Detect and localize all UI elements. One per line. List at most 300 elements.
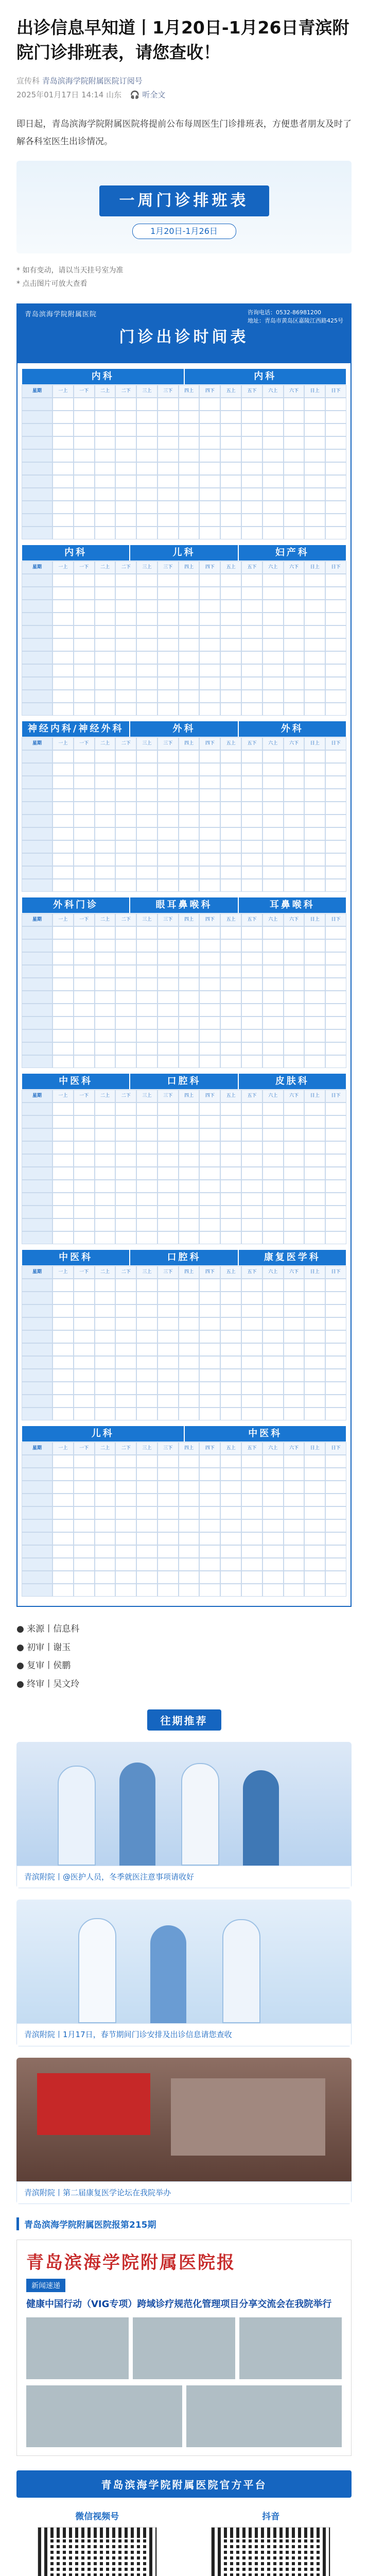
schedule-cell	[284, 1330, 305, 1343]
schedule-cell	[220, 1016, 241, 1029]
schedule-cell	[284, 1343, 305, 1356]
schedule-cell	[157, 411, 179, 423]
account-link[interactable]: 青岛滨海学院附属医院订阅号	[42, 76, 143, 86]
schedule-cell	[136, 1206, 157, 1218]
schedule-cell	[52, 1304, 74, 1317]
day-header: 三下	[157, 737, 179, 750]
schedule-cell	[115, 789, 136, 802]
schedule-cell	[262, 574, 284, 587]
schedule-cell	[284, 600, 305, 613]
day-header: 四下	[199, 1442, 220, 1455]
schedule-cell	[284, 423, 305, 436]
schedule-cell	[241, 1004, 262, 1016]
day-header: 三上	[136, 913, 157, 926]
schedule-cell	[220, 488, 241, 501]
day-header: 六上	[262, 385, 284, 398]
schedule-cell	[115, 1304, 136, 1317]
schedule-cell	[325, 1218, 346, 1231]
doctor-row-label	[22, 1494, 52, 1506]
schedule-cell	[199, 1218, 220, 1231]
schedule-cell	[241, 1317, 262, 1330]
schedule-cell	[284, 1382, 305, 1395]
schedule-cell	[325, 1128, 346, 1141]
schedule-cell	[52, 866, 74, 879]
hero-banner	[16, 161, 352, 253]
schedule-cell	[52, 1004, 74, 1016]
schedule-cell	[136, 1382, 157, 1395]
schedule-cell	[157, 1408, 179, 1420]
schedule-cell	[304, 1304, 325, 1317]
schedule-cell	[199, 866, 220, 879]
schedule-image[interactable]	[16, 303, 352, 1607]
schedule-cell	[115, 1545, 136, 1558]
schedule-cell	[95, 939, 116, 952]
schedule-cell	[304, 939, 325, 952]
schedule-cell	[136, 514, 157, 527]
schedule-cell	[325, 514, 346, 527]
schedule-cell	[241, 625, 262, 638]
schedule-cell	[304, 638, 325, 651]
schedule-cell	[284, 1029, 305, 1042]
schedule-cell	[304, 802, 325, 815]
schedule-cell	[115, 978, 136, 991]
day-header: 二上	[95, 561, 116, 574]
schedule-cell	[284, 501, 305, 514]
schedule-cell	[74, 1369, 95, 1382]
schedule-cell	[199, 411, 220, 423]
schedule-cell	[304, 1506, 325, 1519]
schedule-cell	[74, 1167, 95, 1180]
schedule-cell	[241, 1356, 262, 1369]
schedule-cell	[304, 1115, 325, 1128]
wechat-qr-code[interactable]	[38, 2527, 157, 2576]
schedule-cell	[52, 501, 74, 514]
schedule-cell	[284, 436, 305, 449]
day-header: 一下	[74, 1266, 95, 1279]
schedule-cell	[115, 1154, 136, 1167]
schedule-cell	[262, 1292, 284, 1304]
schedule-cell	[179, 1004, 200, 1016]
schedule-cell	[199, 677, 220, 690]
schedule-cell	[95, 1369, 116, 1382]
schedule-cell	[262, 866, 284, 879]
schedule-cell	[136, 1218, 157, 1231]
schedule-cell	[136, 1481, 157, 1494]
photo	[186, 2385, 342, 2447]
schedule-cell	[115, 1343, 136, 1356]
schedule-cell	[74, 703, 95, 716]
schedule-cell	[74, 411, 95, 423]
schedule-cell	[220, 613, 241, 625]
schedule-cell	[284, 1519, 305, 1532]
schedule-cell	[199, 750, 220, 763]
schedule-cell	[241, 1369, 262, 1382]
schedule-cell	[325, 527, 346, 539]
schedule-cell	[115, 926, 136, 939]
schedule-cell	[220, 939, 241, 952]
day-header: 一下	[74, 1442, 95, 1455]
schedule-cell	[95, 1408, 116, 1420]
schedule-cell	[220, 587, 241, 600]
schedule-cell	[115, 1167, 136, 1180]
schedule-cell	[95, 1584, 116, 1597]
schedule-cell	[241, 879, 262, 892]
schedule-cell	[220, 1180, 241, 1193]
schedule-cell	[74, 1571, 95, 1584]
schedule-cell	[52, 1167, 74, 1180]
schedule-cell	[304, 1128, 325, 1141]
listen-button[interactable]: 🎧 听全文	[130, 90, 166, 99]
day-header: 三下	[157, 561, 179, 574]
newspaper-tag: 新闻速递	[26, 2279, 65, 2292]
schedule-cell	[95, 1115, 116, 1128]
schedule-cell	[115, 423, 136, 436]
news-card[interactable]	[16, 1742, 352, 1889]
schedule-cell	[136, 1571, 157, 1584]
news-card[interactable]	[16, 1900, 352, 2046]
schedule-cell	[179, 1584, 200, 1597]
schedule-cell	[220, 789, 241, 802]
day-header: 五下	[241, 385, 262, 398]
schedule-cell	[220, 1455, 241, 1468]
doctor-row-label	[22, 952, 52, 965]
schedule-cell	[74, 1408, 95, 1420]
schedule-cell	[262, 1154, 284, 1167]
schedule-cell	[199, 763, 220, 776]
schedule-cell	[304, 1292, 325, 1304]
schedule-cell	[241, 677, 262, 690]
schedule-cell	[262, 527, 284, 539]
schedule-cell	[199, 1545, 220, 1558]
day-header: 三上	[136, 561, 157, 574]
schedule-cell	[262, 1455, 284, 1468]
dept-name: 内科	[22, 545, 130, 561]
schedule-cell	[304, 423, 325, 436]
schedule-cell	[325, 600, 346, 613]
schedule-cell	[284, 1481, 305, 1494]
schedule-cell	[262, 1167, 284, 1180]
schedule-cell	[262, 1016, 284, 1029]
schedule-cell	[95, 1468, 116, 1481]
schedule-cell	[199, 926, 220, 939]
day-header: 一上	[52, 561, 74, 574]
contact-phone: 咨询电话：0532-86981200	[248, 309, 321, 316]
schedule-cell	[284, 1004, 305, 1016]
schedule-cell	[241, 763, 262, 776]
day-header: 五下	[241, 561, 262, 574]
schedule-cell	[52, 802, 74, 815]
schedule-cell	[179, 776, 200, 789]
schedule-cell	[157, 1506, 179, 1519]
schedule-cell	[199, 827, 220, 840]
schedule-cell	[304, 574, 325, 587]
schedule-cell	[241, 827, 262, 840]
schedule-cell	[157, 815, 179, 827]
schedule-cell	[52, 1029, 74, 1042]
day-header: 五下	[241, 1090, 262, 1103]
schedule-cell	[52, 1343, 74, 1356]
dept-name: 中医科	[22, 1249, 130, 1266]
schedule-cell	[52, 1218, 74, 1231]
schedule-cell	[199, 1330, 220, 1343]
schedule-cell	[199, 1519, 220, 1532]
schedule-cell	[52, 815, 74, 827]
schedule-cell	[284, 1545, 305, 1558]
schedule-cell	[241, 1343, 262, 1356]
schedule-cell	[199, 690, 220, 703]
schedule-cell	[220, 926, 241, 939]
schedule-cell	[241, 651, 262, 664]
schedule-cell	[95, 1519, 116, 1532]
schedule-grid	[22, 1090, 346, 1244]
schedule-cell	[179, 939, 200, 952]
schedule-grid	[22, 1266, 346, 1420]
schedule-cell	[220, 840, 241, 853]
schedule-cell	[284, 651, 305, 664]
day-header: 一下	[74, 385, 95, 398]
day-header: 二上	[95, 913, 116, 926]
schedule-cell	[95, 1055, 116, 1068]
schedule-cell	[241, 1206, 262, 1218]
schedule-cell	[74, 978, 95, 991]
schedule-cell	[241, 1167, 262, 1180]
schedule-cell	[325, 952, 346, 965]
schedule-cell	[284, 1141, 305, 1154]
schedule-cell	[220, 664, 241, 677]
schedule-cell	[136, 475, 157, 488]
schedule-cell	[304, 613, 325, 625]
day-header: 三上	[136, 385, 157, 398]
schedule-cell	[262, 1042, 284, 1055]
schedule-cell	[199, 1395, 220, 1408]
schedule-cell	[157, 1206, 179, 1218]
schedule-cell	[304, 1468, 325, 1481]
schedule-cell	[304, 462, 325, 475]
schedule-cell	[52, 1455, 74, 1468]
day-header: 五上	[220, 913, 241, 926]
schedule-cell	[262, 1128, 284, 1141]
platform-qrcodes	[16, 2509, 352, 2576]
schedule-cell	[241, 1055, 262, 1068]
schedule-cell	[52, 1356, 74, 1369]
schedule-cell	[199, 1408, 220, 1420]
schedule-cell	[52, 965, 74, 978]
schedule-cell	[115, 664, 136, 677]
schedule-cell	[284, 939, 305, 952]
schedule-cell	[241, 1029, 262, 1042]
schedule-cell	[95, 840, 116, 853]
schedule-cell	[241, 939, 262, 952]
schedule-cell	[115, 436, 136, 449]
schedule-cell	[262, 1584, 284, 1597]
schedule-cell	[95, 1103, 116, 1115]
schedule-cell	[241, 613, 262, 625]
schedule-cell	[136, 677, 157, 690]
schedule-cell	[74, 991, 95, 1004]
schedule-cell	[52, 1408, 74, 1420]
schedule-cell	[325, 763, 346, 776]
schedule-cell	[304, 815, 325, 827]
schedule-cell	[179, 1231, 200, 1244]
schedule-cell	[157, 1292, 179, 1304]
schedule-cell	[74, 1180, 95, 1193]
dept-header-row	[22, 1426, 346, 1442]
dept-name: 外科门诊	[22, 897, 130, 913]
schedule-cell	[157, 1279, 179, 1292]
schedule-cell	[325, 1558, 346, 1571]
schedule-cell	[284, 1494, 305, 1506]
doctor-figure	[222, 1919, 260, 2023]
schedule-cell	[220, 1343, 241, 1356]
schedule-cell	[284, 475, 305, 488]
douyin-qr-code[interactable]	[211, 2527, 330, 2576]
schedule-cell	[95, 475, 116, 488]
schedule-cell	[136, 1141, 157, 1154]
schedule-cell	[95, 1382, 116, 1395]
schedule-cell	[199, 789, 220, 802]
schedule-cell	[179, 1356, 200, 1369]
schedule-cell	[262, 462, 284, 475]
schedule-cell	[284, 866, 305, 879]
schedule-cell	[325, 1506, 346, 1519]
schedule-cell	[304, 853, 325, 866]
schedule-cell	[220, 514, 241, 527]
schedule-cell	[136, 1455, 157, 1468]
schedule-cell	[325, 703, 346, 716]
schedule-cell	[284, 398, 305, 411]
schedule-cell	[179, 840, 200, 853]
day-header: 五上	[220, 737, 241, 750]
schedule-cell	[325, 1382, 346, 1395]
schedule-cell	[136, 1231, 157, 1244]
schedule-cell	[284, 1231, 305, 1244]
day-header: 日下	[325, 385, 346, 398]
schedule-cell	[52, 613, 74, 625]
schedule-cell	[284, 1532, 305, 1545]
schedule-cell	[136, 449, 157, 462]
schedule-cell	[52, 1193, 74, 1206]
schedule-cell	[74, 613, 95, 625]
schedule-cell	[95, 501, 116, 514]
schedule-cell	[199, 1193, 220, 1206]
schedule-cell	[284, 879, 305, 892]
news-card[interactable]	[16, 2058, 352, 2205]
schedule-cell	[95, 1004, 116, 1016]
schedule-grid	[22, 561, 346, 716]
schedule-cell	[74, 776, 95, 789]
day-header: 日上	[304, 561, 325, 574]
schedule-cell	[74, 1304, 95, 1317]
schedule-cell	[262, 827, 284, 840]
schedule-cell	[179, 1532, 200, 1545]
schedule-cell	[304, 703, 325, 716]
schedule-cell	[157, 677, 179, 690]
dept-header-row	[22, 721, 346, 737]
doctor-row-label	[22, 587, 52, 600]
schedule-cell	[52, 651, 74, 664]
newspaper-card[interactable]	[16, 2240, 352, 2456]
day-header: 四下	[199, 1266, 220, 1279]
day-header: 五上	[220, 1442, 241, 1455]
schedule-cell	[241, 776, 262, 789]
schedule-cell	[74, 827, 95, 840]
schedule-cell	[262, 1055, 284, 1068]
schedule-cell	[325, 802, 346, 815]
schedule-cell	[179, 926, 200, 939]
schedule-cell	[136, 625, 157, 638]
schedule-cell	[52, 574, 74, 587]
schedule-cell	[325, 1494, 346, 1506]
schedule-cell	[284, 1571, 305, 1584]
schedule-cell	[241, 926, 262, 939]
schedule-cell	[115, 449, 136, 462]
schedule-cell	[95, 527, 116, 539]
schedule-cell	[220, 1206, 241, 1218]
schedule-cell	[74, 574, 95, 587]
schedule-cell	[179, 1455, 200, 1468]
hospital-logo: 青岛滨海学院附属医院	[25, 310, 97, 318]
doctor-row-label	[22, 462, 52, 475]
schedule-cell	[304, 1141, 325, 1154]
schedule-cell	[220, 600, 241, 613]
schedule-cell	[115, 398, 136, 411]
schedule-cell	[115, 1494, 136, 1506]
schedule-cell	[136, 763, 157, 776]
schedule-cell	[241, 1408, 262, 1420]
day-header: 四下	[199, 385, 220, 398]
schedule-cell	[241, 802, 262, 815]
schedule-cell	[325, 1304, 346, 1317]
day-label: 星期	[22, 1090, 52, 1103]
schedule-cell	[179, 475, 200, 488]
day-header: 三下	[157, 1266, 179, 1279]
dept-header-row	[22, 1249, 346, 1266]
schedule-cell	[199, 1180, 220, 1193]
dept-block	[22, 1249, 346, 1420]
photo	[26, 2385, 182, 2447]
schedule-cell	[136, 1042, 157, 1055]
dept-name: 康复医学科	[238, 1249, 346, 1266]
schedule-cell	[241, 1016, 262, 1029]
schedule-cell	[241, 1494, 262, 1506]
doctor-row-label	[22, 965, 52, 978]
day-header: 一上	[52, 1442, 74, 1455]
schedule-cell	[304, 1180, 325, 1193]
schedule-cell	[136, 690, 157, 703]
day-header: 五下	[241, 1442, 262, 1455]
schedule-cell	[136, 939, 157, 952]
schedule-cell	[220, 1468, 241, 1481]
doctor-row-label	[22, 1304, 52, 1317]
doctor-figure	[58, 1766, 96, 1866]
doctor-row-label	[22, 1317, 52, 1330]
schedule-cell	[136, 776, 157, 789]
schedule-cell	[52, 1103, 74, 1115]
schedule-cell	[95, 1494, 116, 1506]
schedule-cell	[179, 1141, 200, 1154]
schedule-cell	[115, 587, 136, 600]
schedule-cell	[136, 1468, 157, 1481]
schedule-cell	[179, 1042, 200, 1055]
credit-line: ● 复审丨侯鹏	[16, 1660, 71, 1671]
schedule-cell	[52, 1279, 74, 1292]
schedule-cell	[157, 1004, 179, 1016]
schedule-cell	[325, 879, 346, 892]
schedule-cell	[95, 703, 116, 716]
schedule-cell	[52, 1584, 74, 1597]
schedule-cell	[74, 1584, 95, 1597]
schedule-cell	[199, 1369, 220, 1382]
